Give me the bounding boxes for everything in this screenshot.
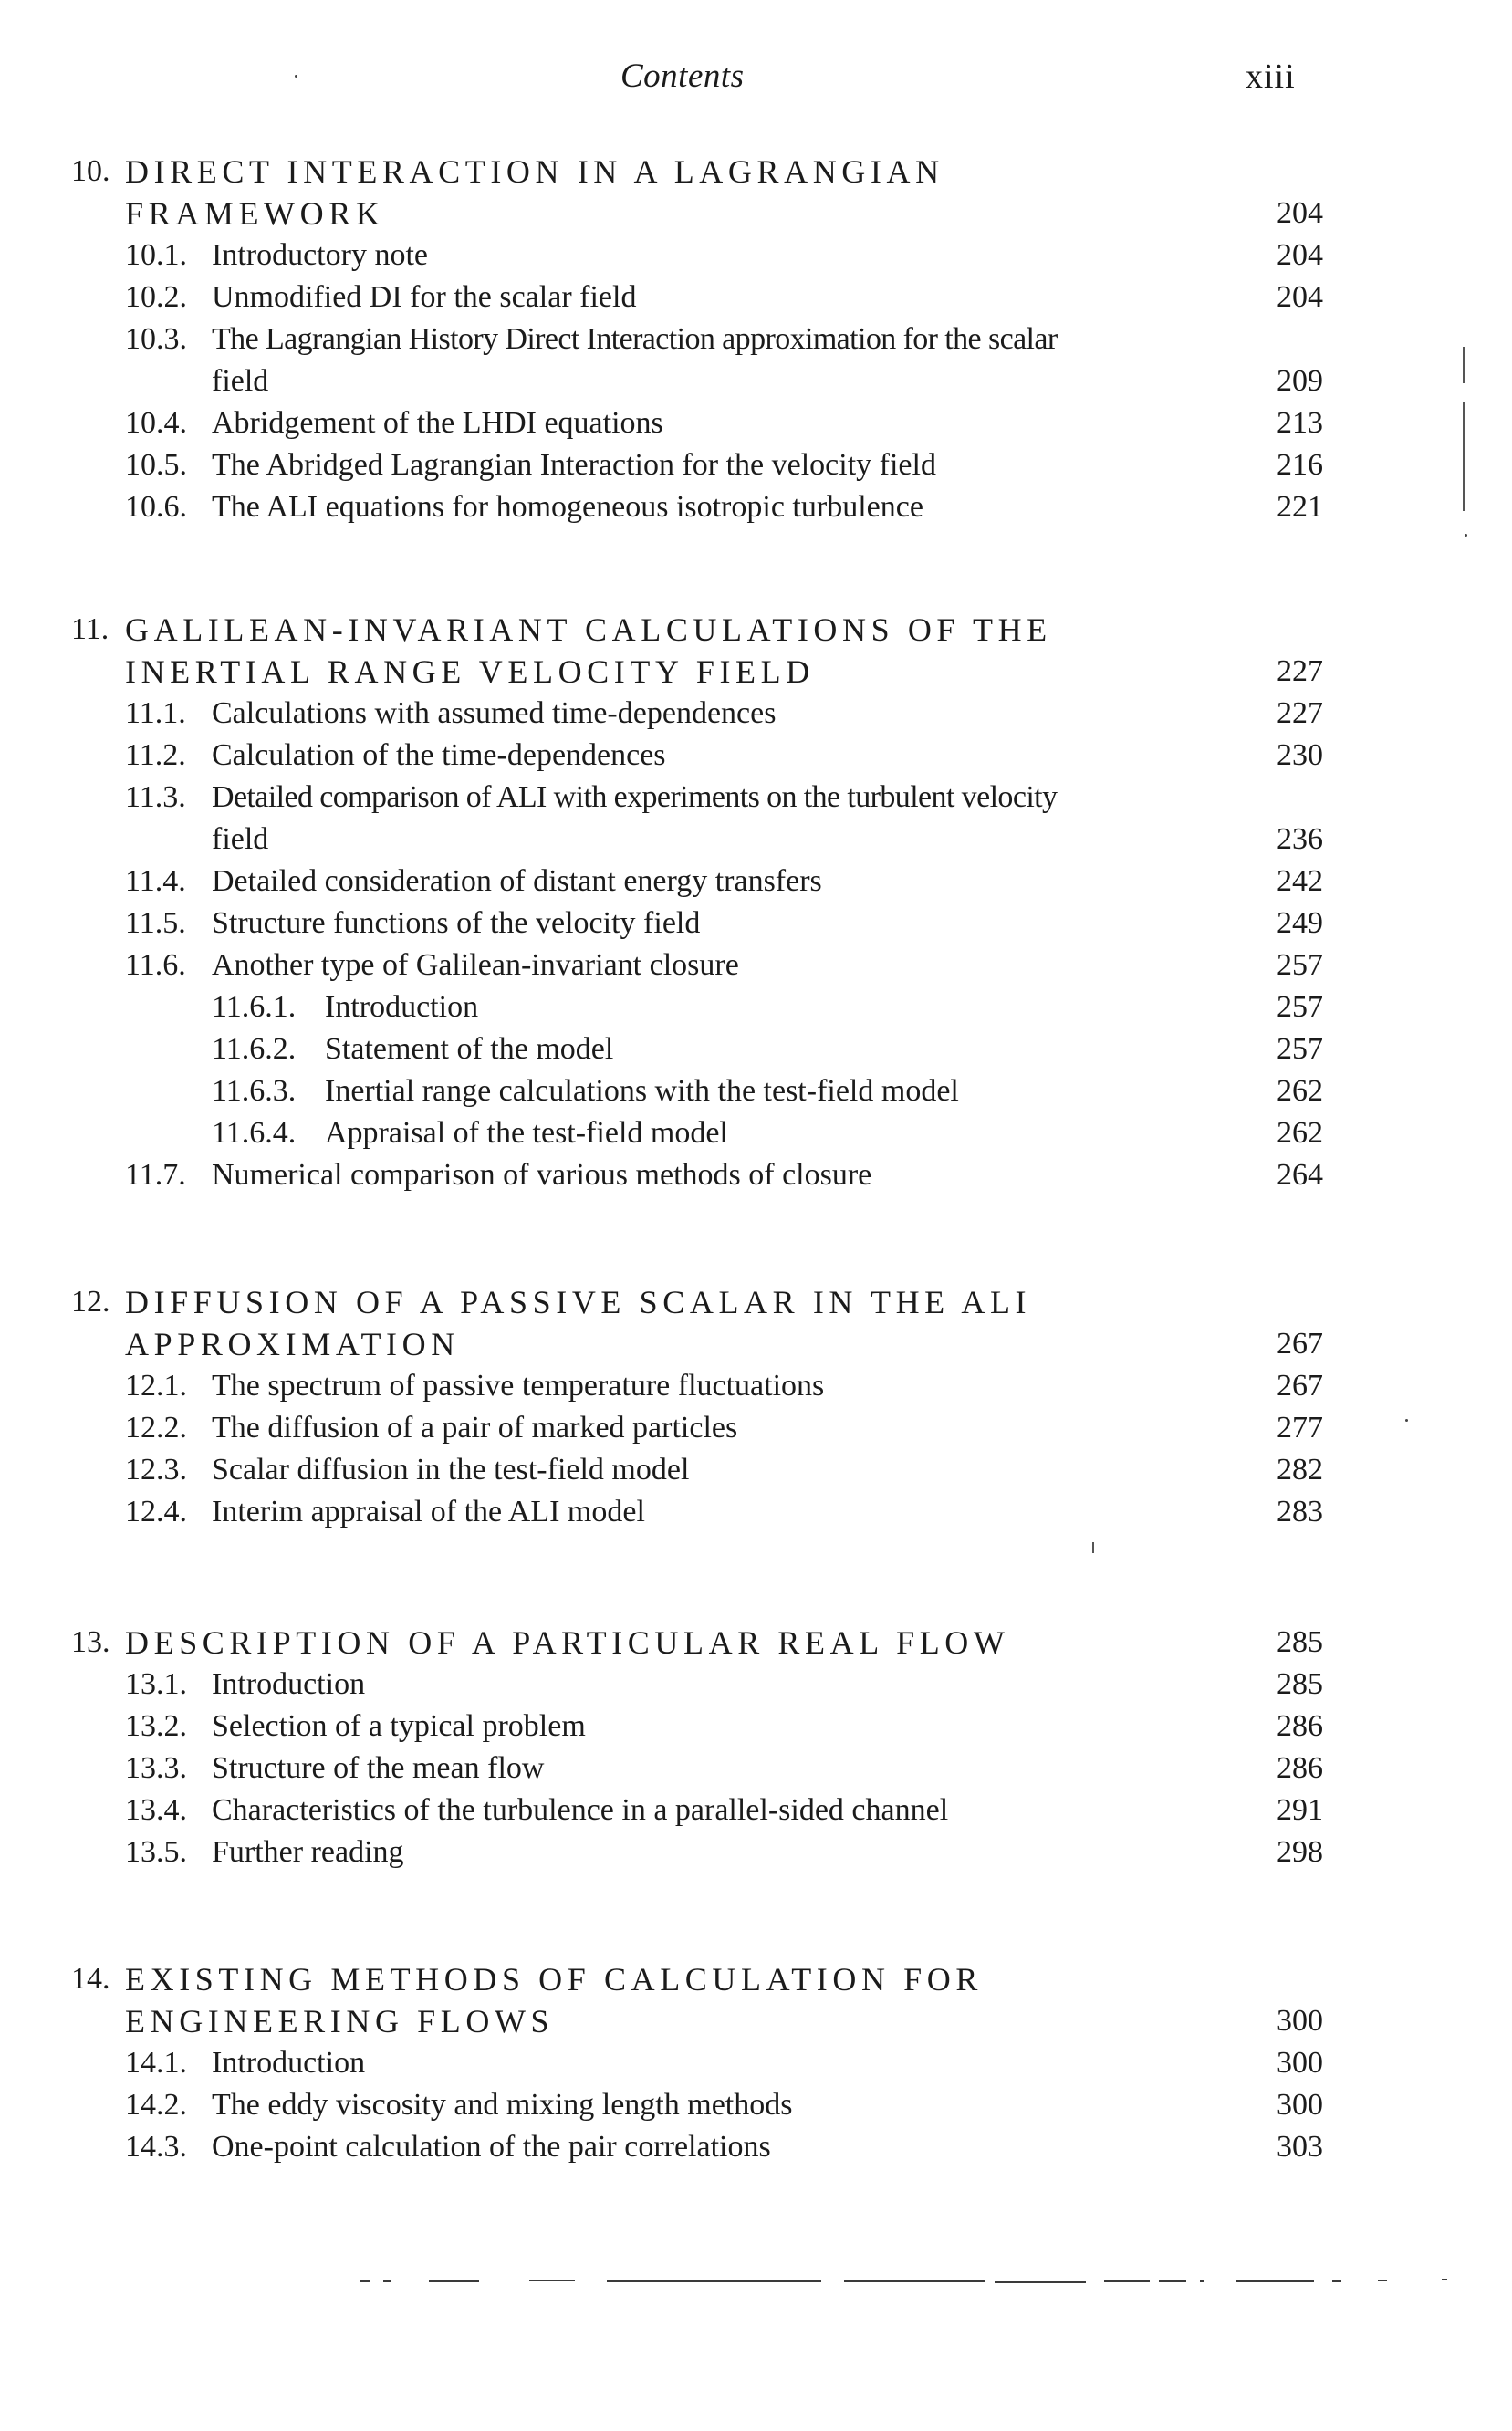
- page-number: 282: [1277, 1453, 1323, 1487]
- page-number: 262: [1277, 1116, 1323, 1150]
- toc-entry: [0, 944, 1512, 986]
- section-number: 10.1.: [125, 238, 187, 272]
- page-number: 291: [1277, 1793, 1323, 1827]
- page-number: 204: [1277, 280, 1323, 314]
- print-speck: [1465, 534, 1467, 537]
- section-number: 12.3.: [125, 1453, 187, 1487]
- page-number: 227: [1277, 696, 1323, 730]
- toc-entry: [0, 1706, 1512, 1748]
- chapter-13: [0, 1622, 1512, 1873]
- running-head: [0, 57, 1512, 111]
- page-number: 277: [1277, 1411, 1323, 1445]
- toc-entry: [0, 1789, 1512, 1831]
- chapter-title-line: DESCRIPTION OF A PARTICULAR REAL FLOW: [125, 1624, 1010, 1661]
- page-number: 300: [1277, 2088, 1323, 2122]
- chapter-10: [0, 151, 1512, 528]
- chapter-12: [0, 1281, 1512, 1533]
- subsection-number: 11.6.1.: [212, 990, 297, 1024]
- section-title: Another type of Galilean-invariant closure: [212, 948, 739, 982]
- toc-entry: [0, 1365, 1512, 1407]
- chapter-number: 13.: [71, 1625, 110, 1659]
- section-title: The Lagrangian History Direct Interaction approximation for the scalar: [212, 322, 1058, 356]
- subsection-number: 11.6.4.: [212, 1116, 297, 1150]
- toc-entry-continuation: [0, 819, 1512, 861]
- page-number: 285: [1277, 1667, 1323, 1701]
- subsection-title: Appraisal of the test-field model: [325, 1116, 728, 1150]
- section-title: The diffusion of a pair of marked particles: [212, 1411, 738, 1445]
- section-number: 13.3.: [125, 1751, 187, 1785]
- section-title-continuation: field: [212, 364, 269, 398]
- section-number: 11.2.: [125, 738, 186, 772]
- chapter-number: 10.: [71, 154, 110, 188]
- page-number: 204: [1277, 238, 1323, 272]
- page-number: 262: [1277, 1074, 1323, 1108]
- toc-entry: [0, 235, 1512, 276]
- section-title: Detailed consideration of distant energy transfers: [212, 864, 822, 898]
- page-folio: xiii: [1246, 57, 1296, 96]
- section-number: 13.5.: [125, 1835, 187, 1869]
- toc-entry: [0, 902, 1512, 944]
- section-number: 14.3.: [125, 2130, 187, 2164]
- section-title: Calculations with assumed time-dependences: [212, 696, 777, 730]
- section-title: Unmodified DI for the scalar field: [212, 280, 637, 314]
- page-number: 236: [1277, 822, 1323, 856]
- page-number: 257: [1277, 990, 1323, 1024]
- page-number: 249: [1277, 906, 1323, 940]
- chapter-number: 11.: [71, 612, 109, 646]
- page-number: 230: [1277, 738, 1323, 772]
- section-title: The Abridged Lagrangian Interaction for the velocity field: [212, 448, 936, 482]
- chapter-title-line: DIFFUSION OF A PASSIVE SCALAR IN THE ALI: [125, 1284, 1032, 1320]
- chapter-page-number: 300: [1277, 2004, 1323, 2038]
- page-number: 286: [1277, 1751, 1323, 1785]
- section-title: Introductory note: [212, 238, 428, 272]
- toc-entry: [0, 861, 1512, 902]
- bottom-dashed-rule: [0, 2272, 1512, 2290]
- toc-entry: [0, 2084, 1512, 2126]
- toc-entry-continuation: [0, 360, 1512, 402]
- section-title: Introduction: [212, 2046, 366, 2080]
- toc-entry: [0, 1407, 1512, 1449]
- chapter-page-number: 227: [1277, 654, 1323, 688]
- section-number: 14.1.: [125, 2046, 187, 2080]
- toc-entry: [0, 318, 1512, 360]
- section-number: 11.3.: [125, 780, 186, 814]
- page-number: 221: [1277, 490, 1323, 524]
- print-speck: [295, 75, 297, 78]
- page-number: 264: [1277, 1158, 1323, 1192]
- section-number: 10.2.: [125, 280, 187, 314]
- chapter-title-line: DIRECT INTERACTION IN A LAGRANGIAN: [125, 153, 944, 190]
- chapter-title-line: INERTIAL RANGE VELOCITY FIELD: [125, 653, 815, 690]
- chapter-heading: [0, 1958, 1512, 2000]
- toc-entry: [0, 1664, 1512, 1706]
- section-title-continuation: field: [212, 822, 269, 856]
- section-number: 13.2.: [125, 1709, 187, 1743]
- section-number: 10.5.: [125, 448, 187, 482]
- page-number: 242: [1277, 864, 1323, 898]
- chapter-page-number: 204: [1277, 196, 1323, 230]
- chapter-heading: [0, 193, 1512, 235]
- section-number: 11.6.: [125, 948, 186, 982]
- page-number: 303: [1277, 2130, 1323, 2164]
- section-number: 11.5.: [125, 906, 186, 940]
- page-number: 283: [1277, 1495, 1323, 1529]
- page-number: 209: [1277, 364, 1323, 398]
- toc-entry: [0, 1748, 1512, 1789]
- toc-subentry: [0, 1028, 1512, 1070]
- chapter-title-line: APPROXIMATION: [125, 1326, 460, 1362]
- toc-entry: [0, 735, 1512, 777]
- toc-entry: [0, 1154, 1512, 1196]
- section-title: Further reading: [212, 1835, 404, 1869]
- section-title: Numerical comparison of various methods of closure: [212, 1158, 872, 1192]
- toc-entry: [0, 486, 1512, 528]
- chapter-number: 12.: [71, 1285, 110, 1319]
- section-title: Scalar diffusion in the test-field model: [212, 1453, 690, 1487]
- chapter-title-line: ENGINEERING FLOWS: [125, 2003, 555, 2040]
- section-title: Abridgement of the LHDI equations: [212, 406, 663, 440]
- section-number: 14.2.: [125, 2088, 187, 2122]
- section-number: 11.1.: [125, 696, 186, 730]
- page-number: 216: [1277, 448, 1323, 482]
- page-number: 267: [1277, 1369, 1323, 1403]
- section-number: 10.3.: [125, 322, 187, 356]
- section-title: Selection of a typical problem: [212, 1709, 586, 1743]
- chapter-heading: [0, 151, 1512, 193]
- section-title: Interim appraisal of the ALI model: [212, 1495, 645, 1529]
- toc-entry: [0, 276, 1512, 318]
- chapter-heading: [0, 1622, 1512, 1664]
- section-title: Detailed comparison of ALI with experiments on the turbulent velocity: [212, 780, 1058, 814]
- toc-subentry: [0, 986, 1512, 1028]
- running-title: Contents: [620, 57, 745, 95]
- chapter-title-line: EXISTING METHODS OF CALCULATION FOR: [125, 1961, 984, 1998]
- section-number: 12.1.: [125, 1369, 187, 1403]
- section-number: 12.2.: [125, 1411, 187, 1445]
- chapter-heading: [0, 2000, 1512, 2042]
- section-title: Structure functions of the velocity field: [212, 906, 701, 940]
- toc-entry: [0, 444, 1512, 486]
- chapter-heading: [0, 609, 1512, 651]
- toc-entry: [0, 777, 1512, 819]
- chapter-number: 14.: [71, 1962, 110, 1996]
- toc-entry: [0, 402, 1512, 444]
- section-number: 11.7.: [125, 1158, 186, 1192]
- chapter-heading: [0, 1281, 1512, 1323]
- section-title: Calculation of the time-dependences: [212, 738, 666, 772]
- toc-subentry: [0, 1112, 1512, 1154]
- section-title: The ALI equations for homogeneous isotropic turbulence: [212, 490, 923, 524]
- margin-mark: [1092, 1542, 1094, 1553]
- chapter-14: [0, 1958, 1512, 2168]
- section-number: 13.4.: [125, 1793, 187, 1827]
- subsection-title: Inertial range calculations with the test-field model: [325, 1074, 959, 1108]
- page-number: 286: [1277, 1709, 1323, 1743]
- section-number: 13.1.: [125, 1667, 187, 1701]
- section-title: Introduction: [212, 1667, 366, 1701]
- subsection-title: Statement of the model: [325, 1032, 614, 1066]
- page-number: 257: [1277, 1032, 1323, 1066]
- toc-entry: [0, 693, 1512, 735]
- section-title: Structure of the mean flow: [212, 1751, 545, 1785]
- section-number: 10.6.: [125, 490, 187, 524]
- toc-subentry: [0, 1070, 1512, 1112]
- subsection-title: Introduction: [325, 990, 479, 1024]
- section-number: 11.4.: [125, 864, 186, 898]
- section-title: The spectrum of passive temperature fluctuations: [212, 1369, 825, 1403]
- section-title: One-point calculation of the pair correlations: [212, 2130, 771, 2164]
- toc-entry: [0, 1831, 1512, 1873]
- page-number: 300: [1277, 2046, 1323, 2080]
- page-number: 213: [1277, 406, 1323, 440]
- chapter-page-number: 267: [1277, 1327, 1323, 1361]
- section-title: The eddy viscosity and mixing length methods: [212, 2088, 793, 2122]
- subsection-number: 11.6.3.: [212, 1074, 297, 1108]
- toc-entry: [0, 2126, 1512, 2168]
- chapter-heading: [0, 651, 1512, 693]
- toc-entry: [0, 1491, 1512, 1533]
- chapter-page-number: 285: [1277, 1625, 1323, 1659]
- toc-entry: [0, 1449, 1512, 1491]
- subsection-number: 11.6.2.: [212, 1032, 297, 1066]
- chapter-title-line: GALILEAN-INVARIANT CALCULATIONS OF THE: [125, 611, 1052, 648]
- section-title: Characteristics of the turbulence in a parallel-sided channel: [212, 1793, 949, 1827]
- chapter-11: [0, 609, 1512, 1196]
- toc-entry: [0, 2042, 1512, 2084]
- chapter-title-line: FRAMEWORK: [125, 195, 385, 232]
- chapter-heading: [0, 1323, 1512, 1365]
- page-number: 298: [1277, 1835, 1323, 1869]
- page-number: 257: [1277, 948, 1323, 982]
- section-number: 10.4.: [125, 406, 187, 440]
- section-number: 12.4.: [125, 1495, 187, 1529]
